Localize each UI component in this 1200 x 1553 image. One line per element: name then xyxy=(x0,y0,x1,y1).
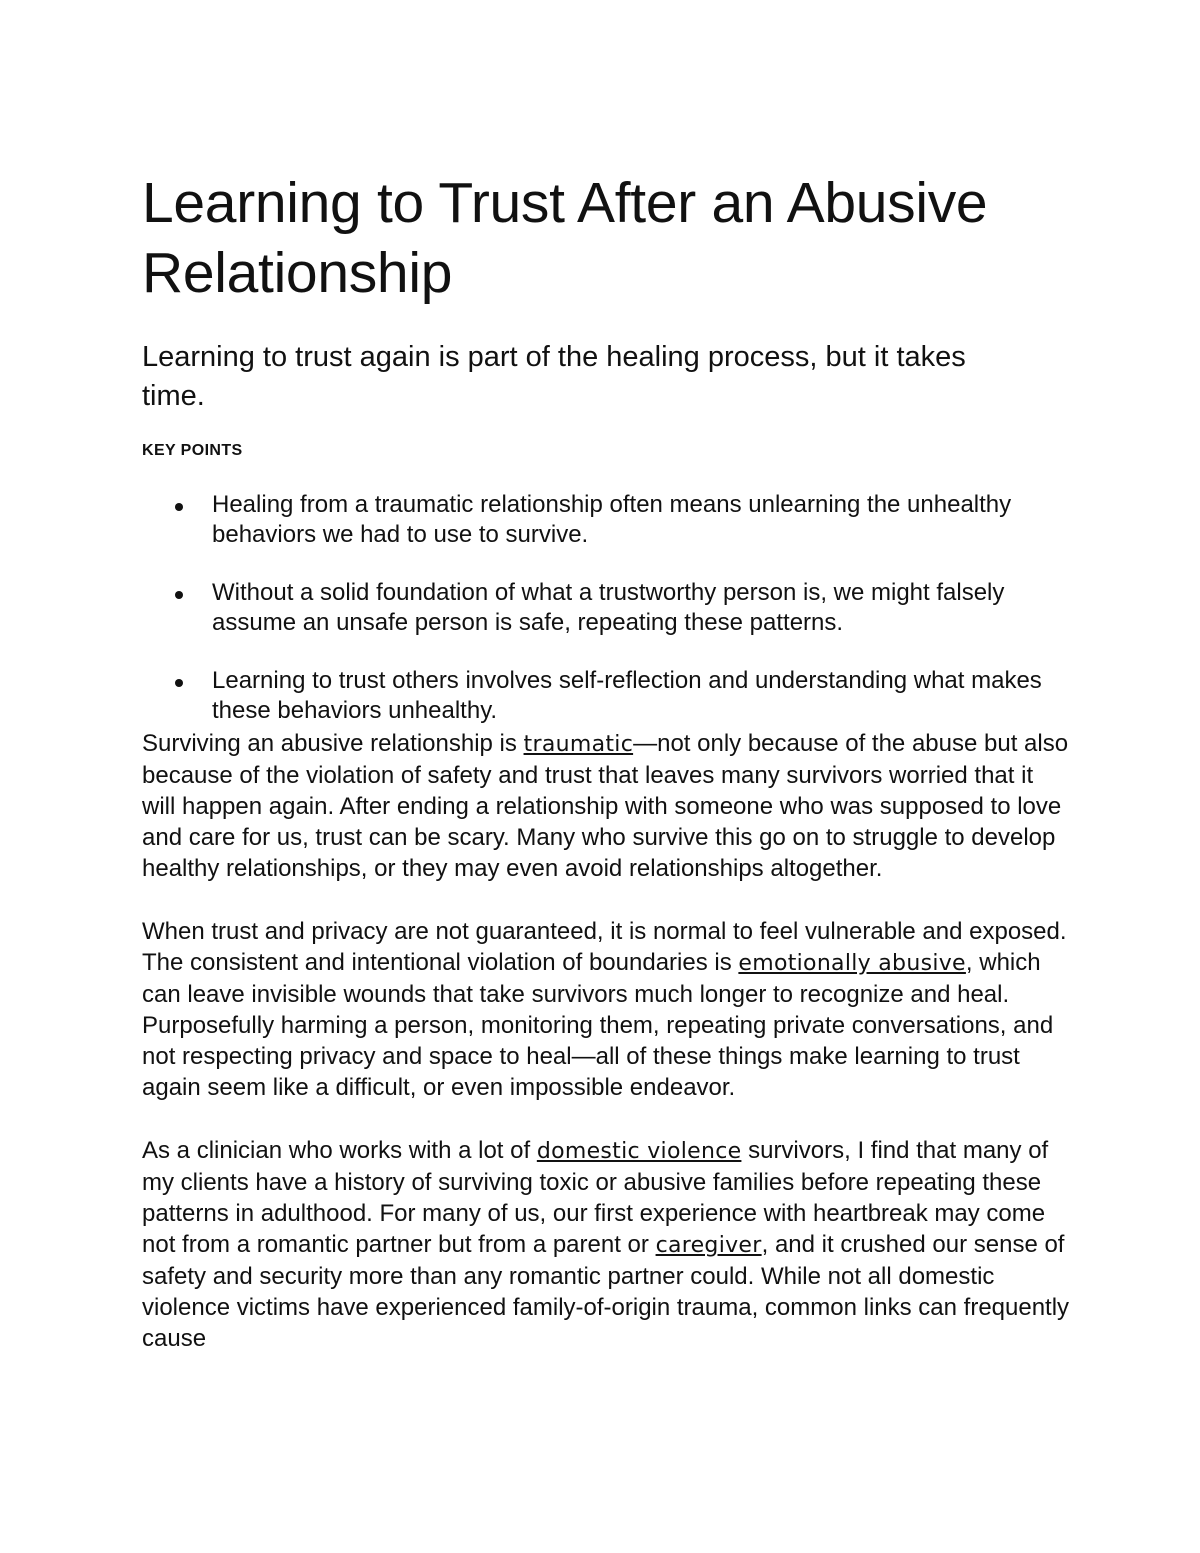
key-point-text: Without a solid foundation of what a trustworthy person is, we might falsely assume an unsafe person is safe, repeating these patterns. xyxy=(212,579,1005,636)
paragraph-text: As a clinician who works with a lot of xyxy=(142,1137,537,1164)
link-domestic-violence[interactable]: domestic violence xyxy=(536,1139,742,1164)
paragraph-text: survivors, I find that many of my clients have a history of surviving toxic or abusive families before repeating these patterns in adulthood. For many of us, our first experience with heartbreak may come not from a romantic partner but from a parent or xyxy=(142,1137,1049,1258)
page-title: Learning to Trust After an Abusive Relationship xyxy=(142,171,988,305)
body-paragraph xyxy=(142,728,1072,884)
paragraph-text: —not only because of the abuse but also because of the violation of safety and trust that leaves many survivors worried that it will happen again. After ending a relationship with someone who was supposed to love and care for us, trust can be scary. Many who survive this go on to struggle to develop healthy relationships, or they may even avoid relationships altogether. xyxy=(142,730,1069,882)
paragraph-text: , and it crushed our sense of safety and security more than any romantic partner could. While not all domestic violence victims have experienced family-of-origin trauma, common links can frequently cause xyxy=(142,1231,1070,1352)
paragraph-text: Surviving an abusive relationship is xyxy=(142,730,524,757)
bullet-icon xyxy=(175,591,183,599)
key-point-item xyxy=(142,578,1062,638)
link-traumatic[interactable]: traumatic xyxy=(523,732,634,757)
key-point-item xyxy=(142,490,1062,550)
body-paragraph xyxy=(142,1135,1072,1354)
key-point-item xyxy=(142,666,1062,726)
bullet-icon xyxy=(175,503,183,511)
link-caregiver[interactable]: caregiver xyxy=(655,1233,762,1258)
key-points-list xyxy=(142,490,1072,726)
key-points-label: KEY POINTS xyxy=(142,442,243,459)
link-emotionally-abusive[interactable]: emotionally abusive xyxy=(738,951,966,976)
key-point-text: Healing from a traumatic relationship often means unlearning the unhealthy behaviors we had to use to survive. xyxy=(212,491,1012,548)
page-subtitle: Learning to trust again is part of the healing process, but it takes time. xyxy=(142,341,966,412)
article-body xyxy=(142,728,1072,1386)
body-paragraph xyxy=(142,916,1072,1103)
key-point-text: Learning to trust others involves self-reflection and understanding what makes these behaviors unhealthy. xyxy=(212,667,1042,724)
bullet-icon xyxy=(175,679,183,687)
paragraph-text: , which can leave invisible wounds that take survivors much longer to recognize and heal. Purposefully harming a person, monitoring them, repeating private conversations, and not respecting privacy and space to heal—all of these things make learning to trust again seem like a difficult, or even impossible endeavor. xyxy=(142,949,1054,1101)
paragraph-text: When trust and privacy are not guaranteed, it is normal to feel vulnerable and exposed. The consistent and intentional violation of boundaries is xyxy=(142,918,1067,976)
